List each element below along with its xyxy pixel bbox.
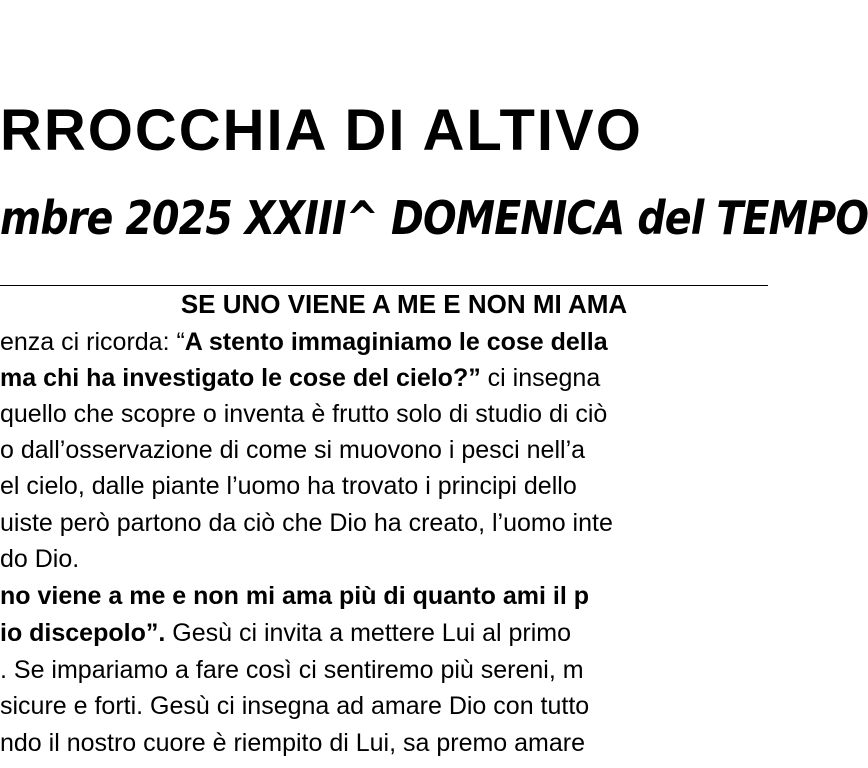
text-bold: no viene a me e non mi ama più di quanto ami il p bbox=[0, 582, 589, 610]
liturgical-date-subtitle: mbre 2025 XXIII^ DOMENICA del TEMPO bbox=[0, 191, 868, 245]
text-bold: A stento immaginiamo le cose della bbox=[184, 328, 608, 356]
parish-title: RROCCHIA DI ALTIVO bbox=[0, 98, 643, 163]
text-normal: . Se impariamo a fare così ci sentiremo più sereni, m bbox=[0, 656, 584, 684]
text-line bbox=[0, 470, 577, 503]
text-normal: enza ci ricorda: “ bbox=[0, 328, 185, 356]
text-line bbox=[0, 690, 589, 723]
text-line bbox=[0, 398, 607, 431]
text-bold: io discepolo”. bbox=[0, 619, 166, 647]
article-heading: SE UNO VIENE A ME E NON MI AMA bbox=[180, 289, 628, 319]
text-line bbox=[0, 580, 589, 613]
text-normal: Gesù ci invita a mettere Lui al primo bbox=[165, 619, 572, 647]
text-normal: ndo il nostro cuore è riempito di Lui, sa premo amare bbox=[0, 729, 586, 757]
text-line bbox=[0, 543, 79, 576]
text-line bbox=[0, 362, 600, 395]
text-bold: ma chi ha investigato le cose del cielo?” bbox=[0, 364, 481, 392]
text-line bbox=[0, 326, 608, 359]
text-normal: o dall’osservazione di come si muovono i pesci nell’a bbox=[0, 436, 586, 464]
text-normal: el cielo, dalle piante l’uomo ha trovato i principi dello bbox=[0, 472, 577, 500]
text-line bbox=[0, 654, 584, 687]
text-normal: sicure e forti. Gesù ci insegna ad amare Dio con tutto bbox=[0, 692, 590, 720]
text-normal: uiste però partono da ciò che Dio ha creato, l’uomo inte bbox=[0, 509, 613, 537]
text-normal: ci insegna bbox=[480, 364, 601, 392]
text-line bbox=[0, 507, 613, 540]
text-line bbox=[0, 727, 585, 760]
text-normal: do Dio. bbox=[0, 545, 80, 573]
text-line bbox=[0, 434, 585, 467]
text-line bbox=[0, 617, 571, 650]
text-normal: quello che scopre o inventa è frutto solo di studio di ciò bbox=[0, 400, 608, 428]
